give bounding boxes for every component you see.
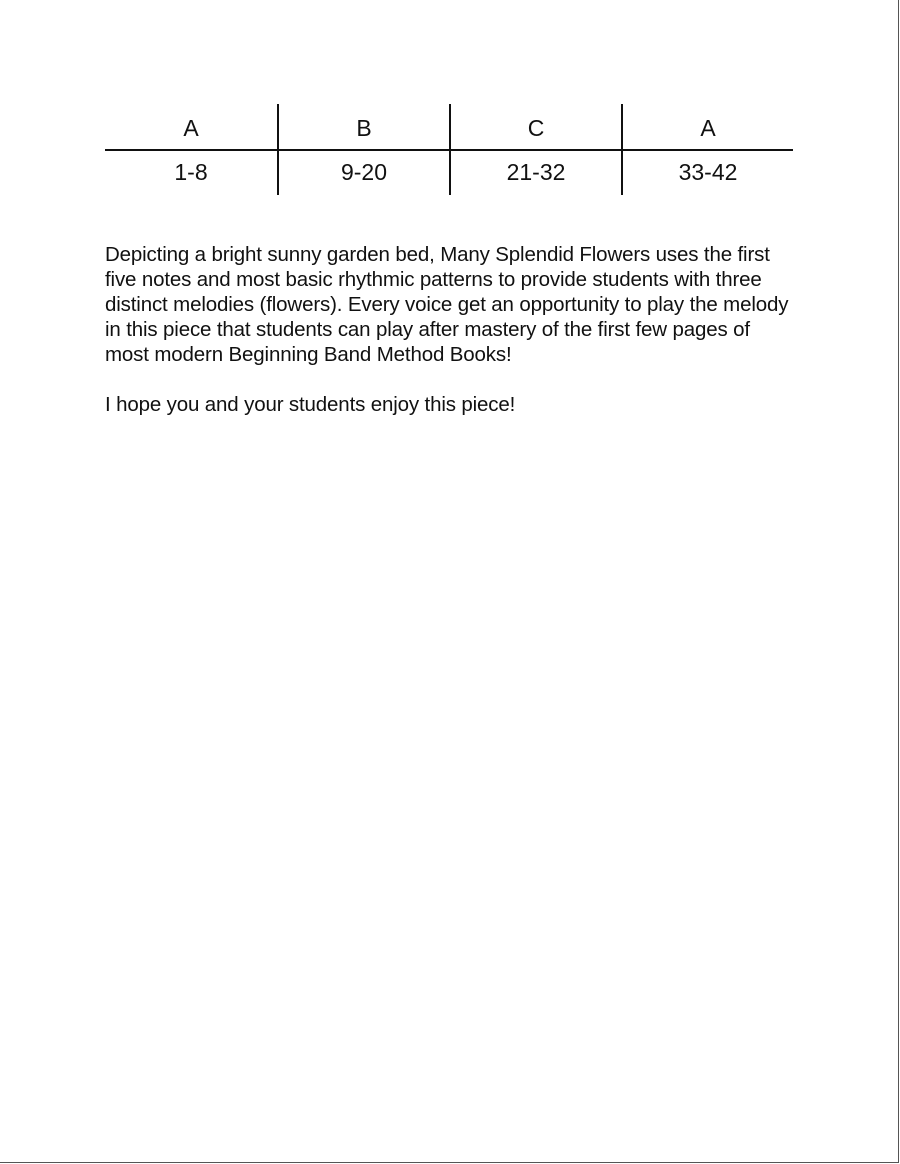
section-label: B bbox=[277, 104, 449, 149]
section-label: A bbox=[621, 104, 793, 149]
closing-line: I hope you and your students enjoy this piece! bbox=[105, 393, 516, 416]
section-row bbox=[105, 104, 793, 151]
measure-row bbox=[105, 151, 793, 195]
measure-range: 33-42 bbox=[621, 151, 793, 195]
program-notes bbox=[105, 242, 795, 417]
measure-range: 21-32 bbox=[449, 151, 621, 195]
form-table bbox=[105, 104, 793, 195]
description-paragraph: Depicting a bright sunny garden bed, Many Splendid Flowers uses the first five notes and most basic rhythmic patterns to provide students with three distinct melodies (flowers). Every voice get an opportunity to play the melody in this piece that students can play after mastery of the first few pages of most modern Beginning Band Method Books! bbox=[105, 243, 789, 366]
measure-range: 1-8 bbox=[174, 158, 208, 185]
section-label: C bbox=[449, 104, 621, 149]
measure-range: 9-20 bbox=[277, 151, 449, 195]
section-label: A bbox=[183, 114, 199, 141]
